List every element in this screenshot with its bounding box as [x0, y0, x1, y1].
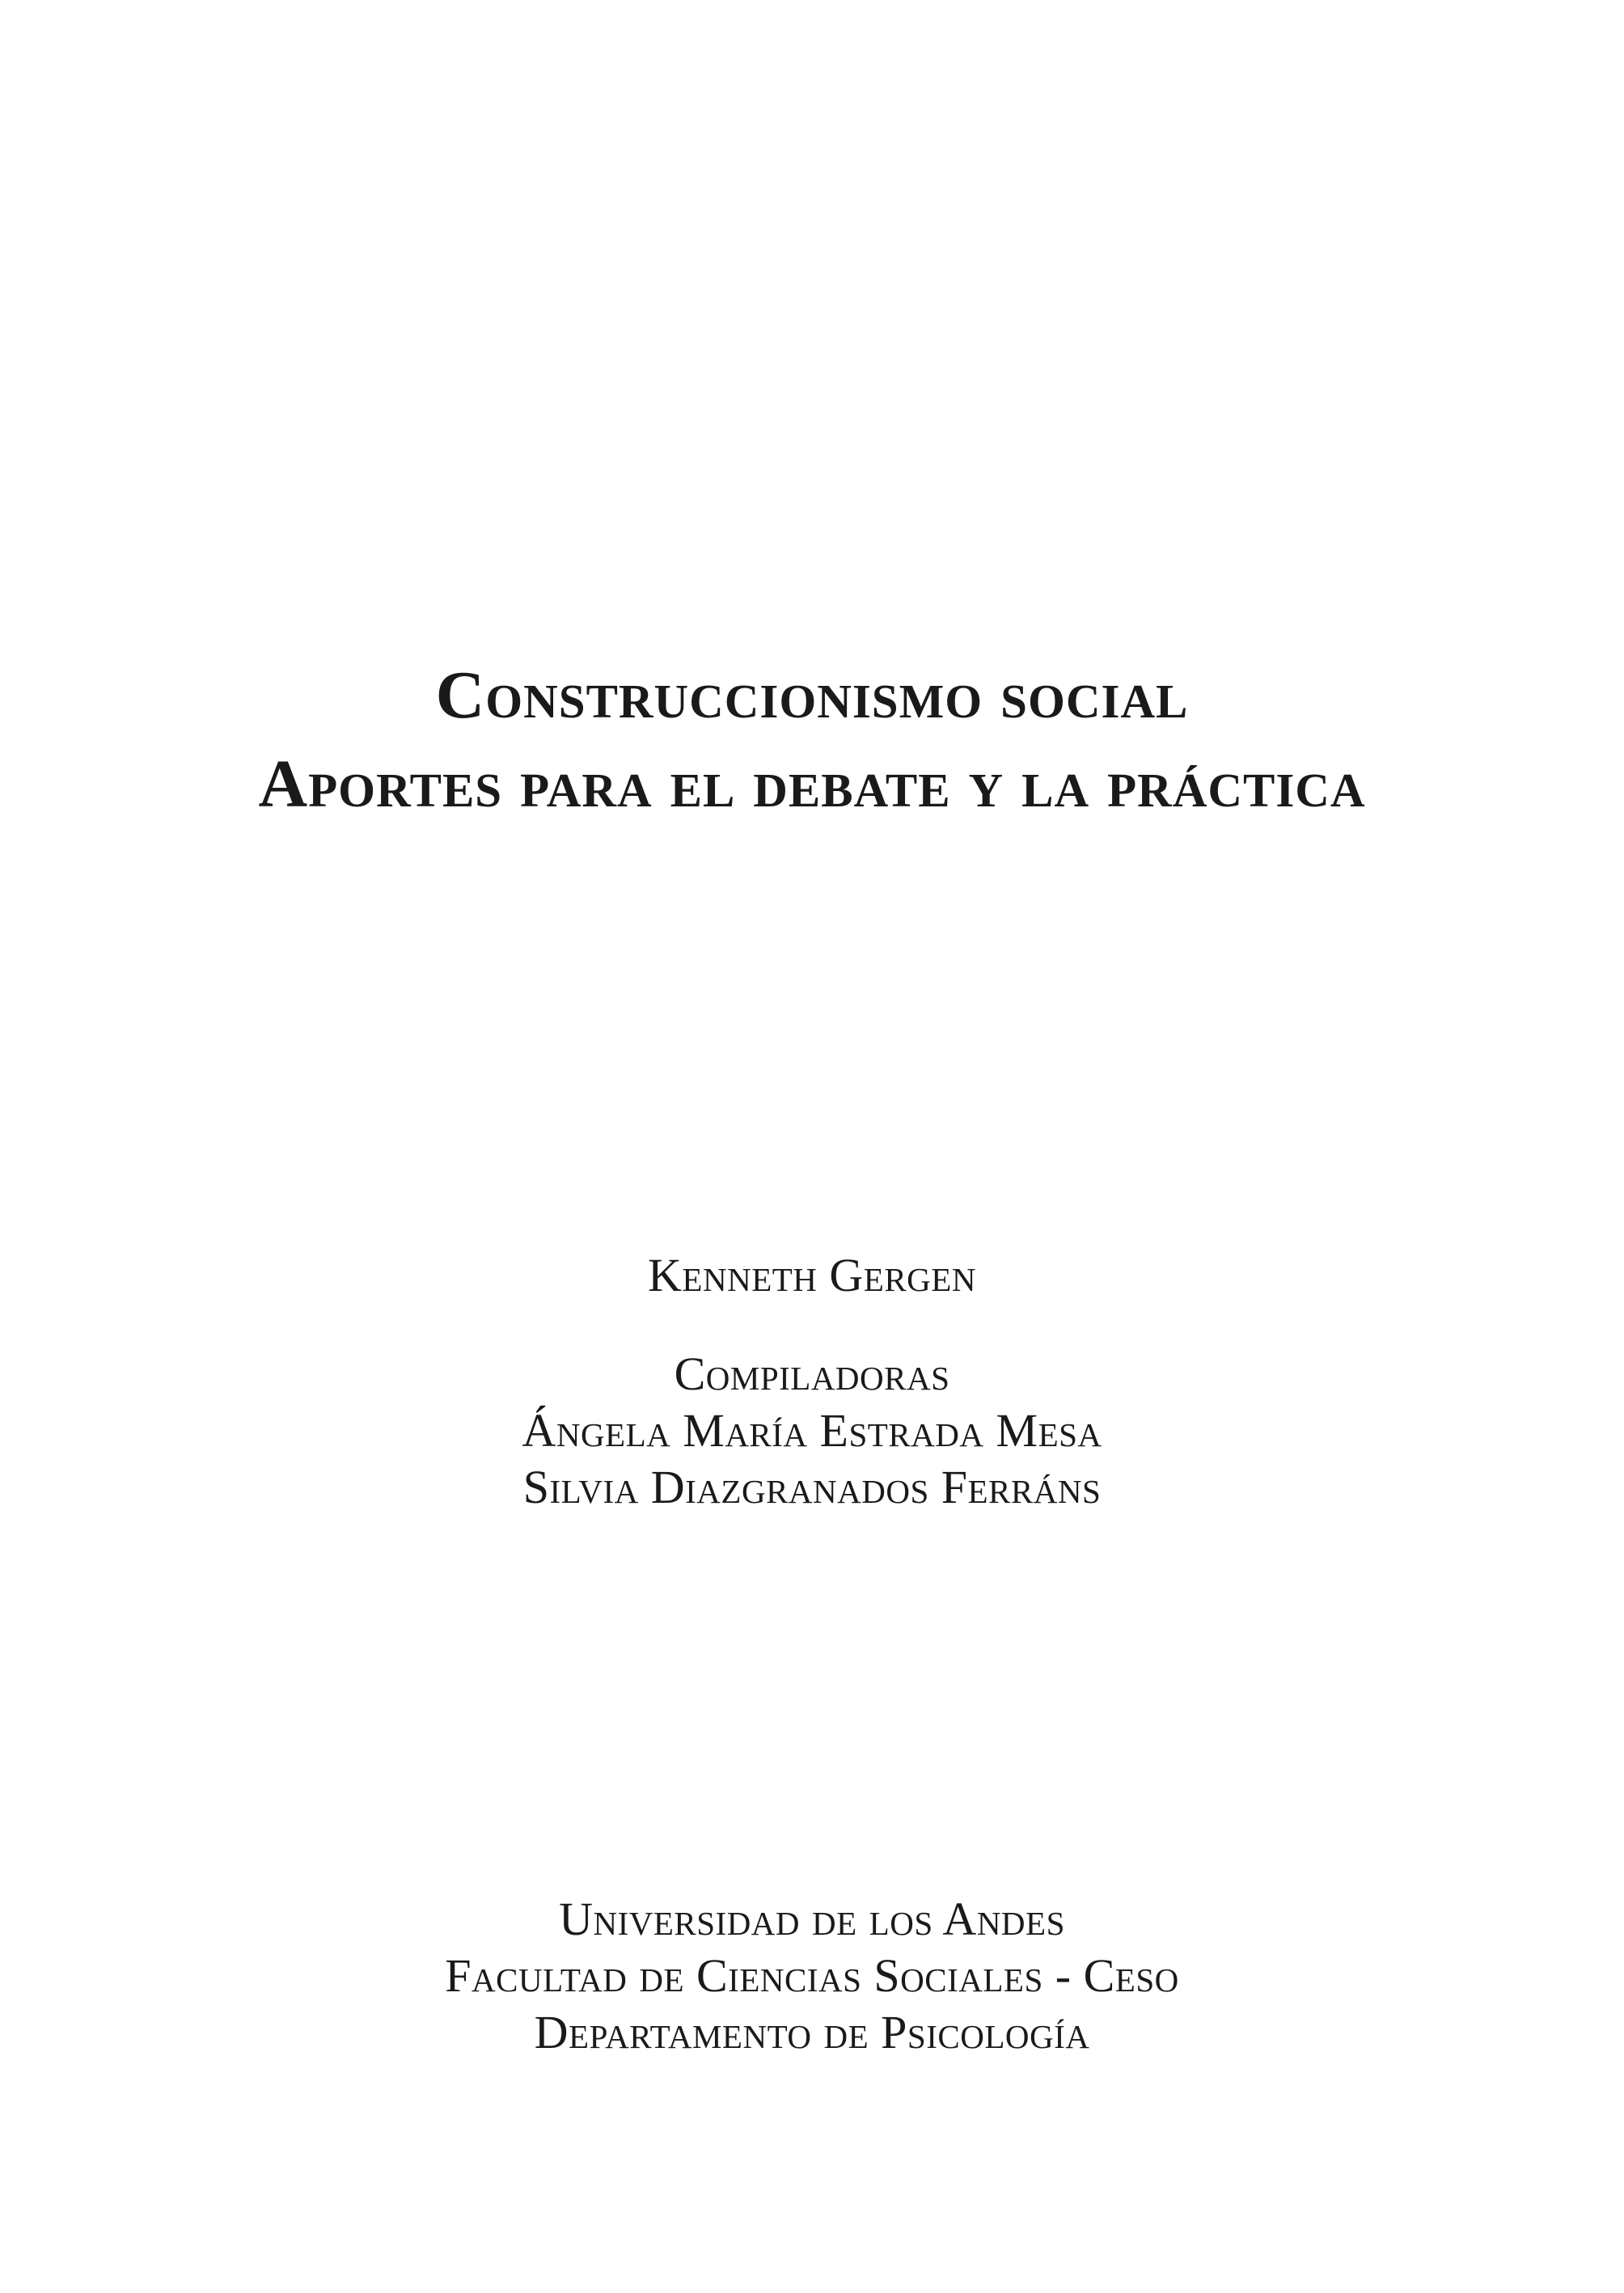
compiler-name: Ángela María Estrada Mesa: [522, 1404, 1102, 1457]
publisher-university: Universidad de los Andes: [559, 1893, 1065, 1945]
publisher-faculty: Facultad de Ciencias Sociales - Ceso: [445, 1949, 1179, 2002]
compilers-heading: Compiladoras: [674, 1347, 950, 1400]
title-line-2: Aportes para el debate y la práctica: [258, 747, 1366, 822]
publisher-department: Departamento de Psicología: [534, 2006, 1090, 2058]
author-name: Kenneth Gergen: [648, 1249, 976, 1301]
title-line-1: Construccionismo social: [435, 658, 1189, 733]
compiler-name: Silvia Diazgranados Ferráns: [522, 1461, 1102, 1513]
